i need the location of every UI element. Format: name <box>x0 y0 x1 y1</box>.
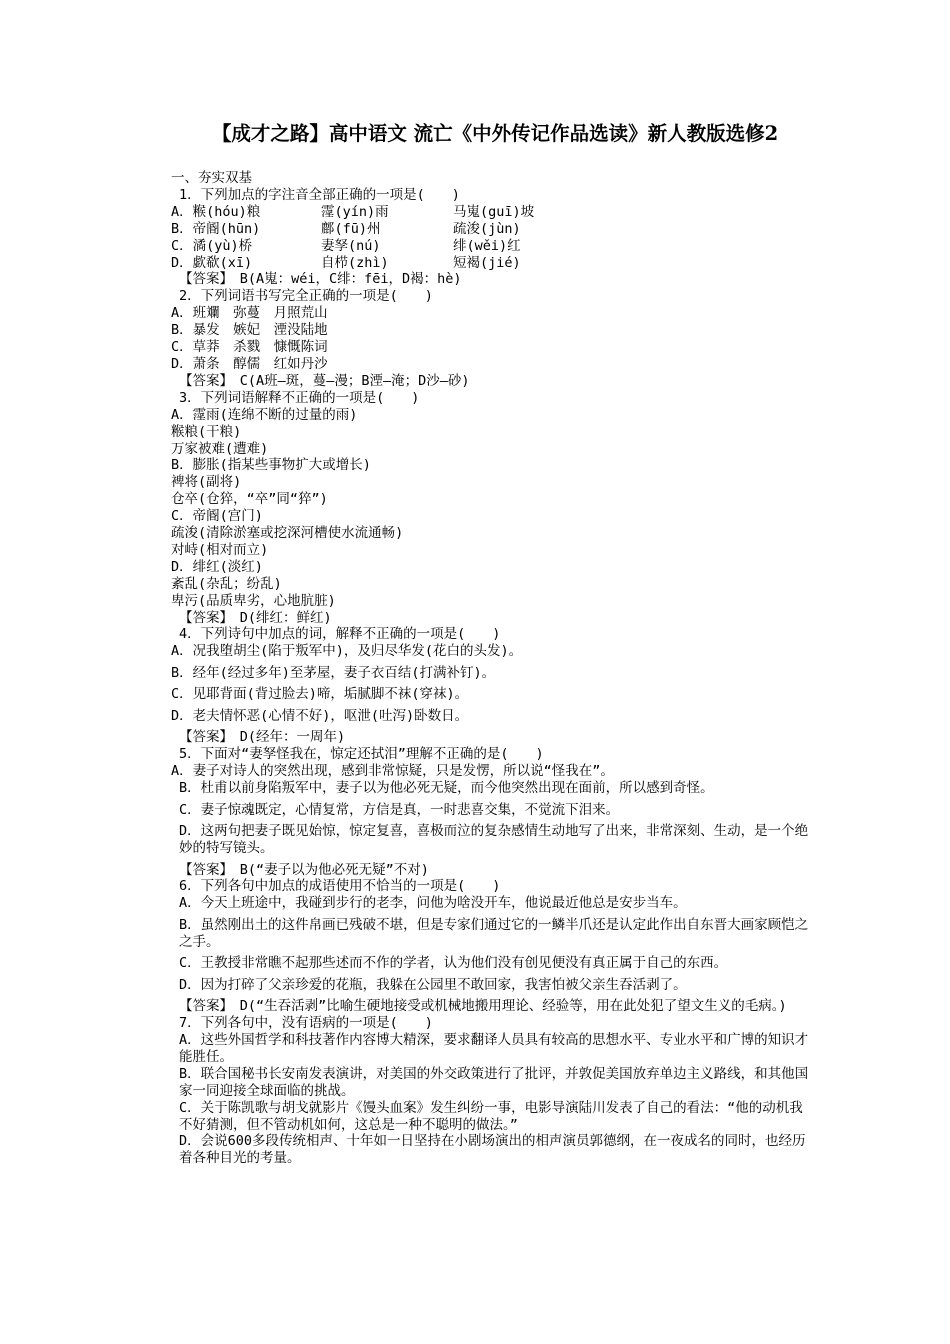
q3-line: A．霪雨(连绵不断的过量的雨) <box>171 406 358 423</box>
q7-option-b: B．联合国秘书长安南发表演讲，对美国的外交政策进行了批评，并敦促美国放弃单边主义路线，和其他国家一同迎接全球面临的挑战。 <box>179 1065 809 1099</box>
q6-answer: 【答案】 D(“生吞活剥”比喻生硬地接受或机械地搬用理论、经验等，用在此处犯了望文生义的毛病。) <box>179 998 787 1015</box>
q2-option-d: D．萧条 醇儒 红如丹沙 <box>171 355 328 372</box>
q6-stem: 6．下列各句中加点的成语使用不恰当的一项是( ) <box>179 878 501 895</box>
q7-option-d: D．会说600多段传统相声、十年如一日坚持在小剧场演出的相声演员郭德纲，在一夜成名的同时，也经历着各种目光的考量。 <box>179 1133 806 1167</box>
q4-option-d: D．老夫情怀恶(心情不好)，呕泄(吐泻)卧数日。 <box>171 707 469 724</box>
q1-b-3: 疏浚(jùn) <box>453 220 521 237</box>
section-heading: 一、夯实双基 <box>171 170 252 186</box>
q1-c-2: 妻孥(nú) <box>321 237 381 254</box>
q1-stem: 1．下列加点的字注音全部正确的一项是( ) <box>179 186 460 203</box>
q3-line: 万家被难(遭难) <box>171 440 269 457</box>
q3-line: C．帝阍(宫门) <box>171 508 263 525</box>
q1-a-2: 霪(yín)雨 <box>321 203 389 220</box>
q6-option-a: A．今天上班途中，我碰到步行的老李，问他为啥没开车，他说最近他总是安步当车。 <box>179 895 687 912</box>
q3-line: B．膨胀(指某些事物扩大或增长) <box>171 457 371 474</box>
q5-answer: 【答案】 B(“妻子以为他必死无疑”不对) <box>179 861 429 878</box>
q1-a-3: 马嵬(guī)坡 <box>453 203 535 220</box>
q5-stem: 5．下面对“妻孥怪我在，惊定还拭泪”理解不正确的是( ) <box>179 746 544 763</box>
q6-option-c: C．王教授非常瞧不起那些述而不作的学者，认为他们没有创见便没有真正属于自己的东西。 <box>179 955 728 972</box>
q3-line: 对峙(相对而立) <box>171 541 269 558</box>
document-title: 【成才之路】高中语文 流亡《中外传记作品选读》新人教版选修2 <box>211 122 779 145</box>
q2-stem: 2．下列词语书写完全正确的一项是( ) <box>179 288 433 305</box>
q3-stem: 3．下列词语解释不正确的一项是( ) <box>179 389 420 406</box>
q3-line: 糇粮(干粮) <box>171 423 242 440</box>
q1-answer: 【答案】 B(A嵬：wéi，C绯：fēi，D褐：hè) <box>179 271 462 288</box>
q3-answer: 【答案】 D(绯红：鲜红) <box>179 609 332 626</box>
q2-answer: 【答案】 C(A班—斑，蔓—漫；B湮—淹；D沙—砂) <box>179 372 470 389</box>
q7-stem: 7．下列各句中，没有语病的一项是( ) <box>179 1015 433 1032</box>
q4-option-a: A．况我堕胡尘(陷于叛军中)，及归尽华发(花白的头发)。 <box>171 643 523 660</box>
q4-option-c: C．见耶背面(背过脸去)啼，垢腻脚不袜(穿袜)。 <box>171 686 469 703</box>
q2-option-a: A．班斕 弥蔓 月照荒山 <box>171 305 328 322</box>
q5-option-d: D．这两句把妻子既见始惊，惊定复喜，喜极而泣的复杂感情生动地写了出来，非常深刻、生动，是一个绝妙的特写镜头。 <box>179 823 809 856</box>
q1-b-1: B．帝阍(hūn) <box>171 220 261 237</box>
q4-option-b: B．经年(经过多年)至茅屋，妻子衣百结(打满补钉)。 <box>171 664 496 681</box>
q1-a-1: A．糇(hóu)粮 <box>171 203 261 220</box>
q7-option-c: C．关于陈凯歌与胡戈就影片《馒头血案》发生纠纷一事，电影导演陆川发表了自己的看法：“他的动机我不好猜测，但不管动机如何，这总是一种不聪明的做法。” <box>179 1099 803 1133</box>
q1-c-1: C．潏(yù)桥 <box>171 237 253 254</box>
q1-option-d <box>171 255 811 272</box>
q3-line: D．绯红(淡红) <box>171 558 263 575</box>
q1-option-a <box>171 204 811 221</box>
q1-b-2: 鄜(fū)州 <box>321 220 381 237</box>
q3-line: 裨将(副将) <box>171 474 242 491</box>
q4-stem: 4．下列诗句中加点的词，解释不正确的一项是( ) <box>179 626 501 643</box>
q5-option-a: A．妻子对诗人的突然出现，感到非常惊疑，只是发愣，所以说“怪我在”。 <box>171 763 614 780</box>
q1-c-3: 绯(wěi)红 <box>453 237 521 254</box>
q2-option-b: B．暴发 嫉妃 湮没陆地 <box>171 322 328 339</box>
q1-d-1: D．歔欷(xī) <box>171 254 253 271</box>
q1-option-c <box>171 238 811 255</box>
q1-d-3: 短褐(jié) <box>453 254 521 271</box>
q5-option-b: B．杜甫以前身陷叛军中，妻子以为他必死无疑，而今他突然出现在面前，所以感到奇怪。 <box>179 780 714 797</box>
document-body <box>171 170 811 1167</box>
q3-line: 紊乱(杂乱；纷乱) <box>171 575 282 592</box>
q2-option-c: C．草莽 杀戮 慷慨陈词 <box>171 339 328 356</box>
q1-d-2: 自栉(zhì) <box>321 254 389 271</box>
q5-option-c: C．妻子惊魂既定，心情复常，方信是真，一时悲喜交集，不觉流下泪来。 <box>179 801 620 818</box>
q3-line: 卑污(品质卑劣，心地肮脏) <box>171 592 336 609</box>
q6-option-d: D．因为打碎了父亲珍爱的花瓶，我躲在公园里不敢回家，我害怕被父亲生吞活剥了。 <box>179 976 687 993</box>
q3-line: 仓卒(仓猝，“卒”同“猝”) <box>171 491 328 508</box>
q1-option-b <box>171 221 811 238</box>
q7-option-a: A．这些外国哲学和科技著作内容博大精深，要求翻译人员具有较高的思想水平、专业水平和广博的知识才能胜任。 <box>179 1032 809 1065</box>
q6-option-b: B．虽然刚出土的这件帛画已残破不堪，但是专家们通过它的一鳞半爪还是认定此作出自东晋大画家顾恺之之手。 <box>179 916 809 950</box>
q4-answer: 【答案】 D(经年：一周年) <box>179 729 346 746</box>
q3-line: 疏浚(清除淤塞或挖深河槽使水流通畅) <box>171 525 404 542</box>
